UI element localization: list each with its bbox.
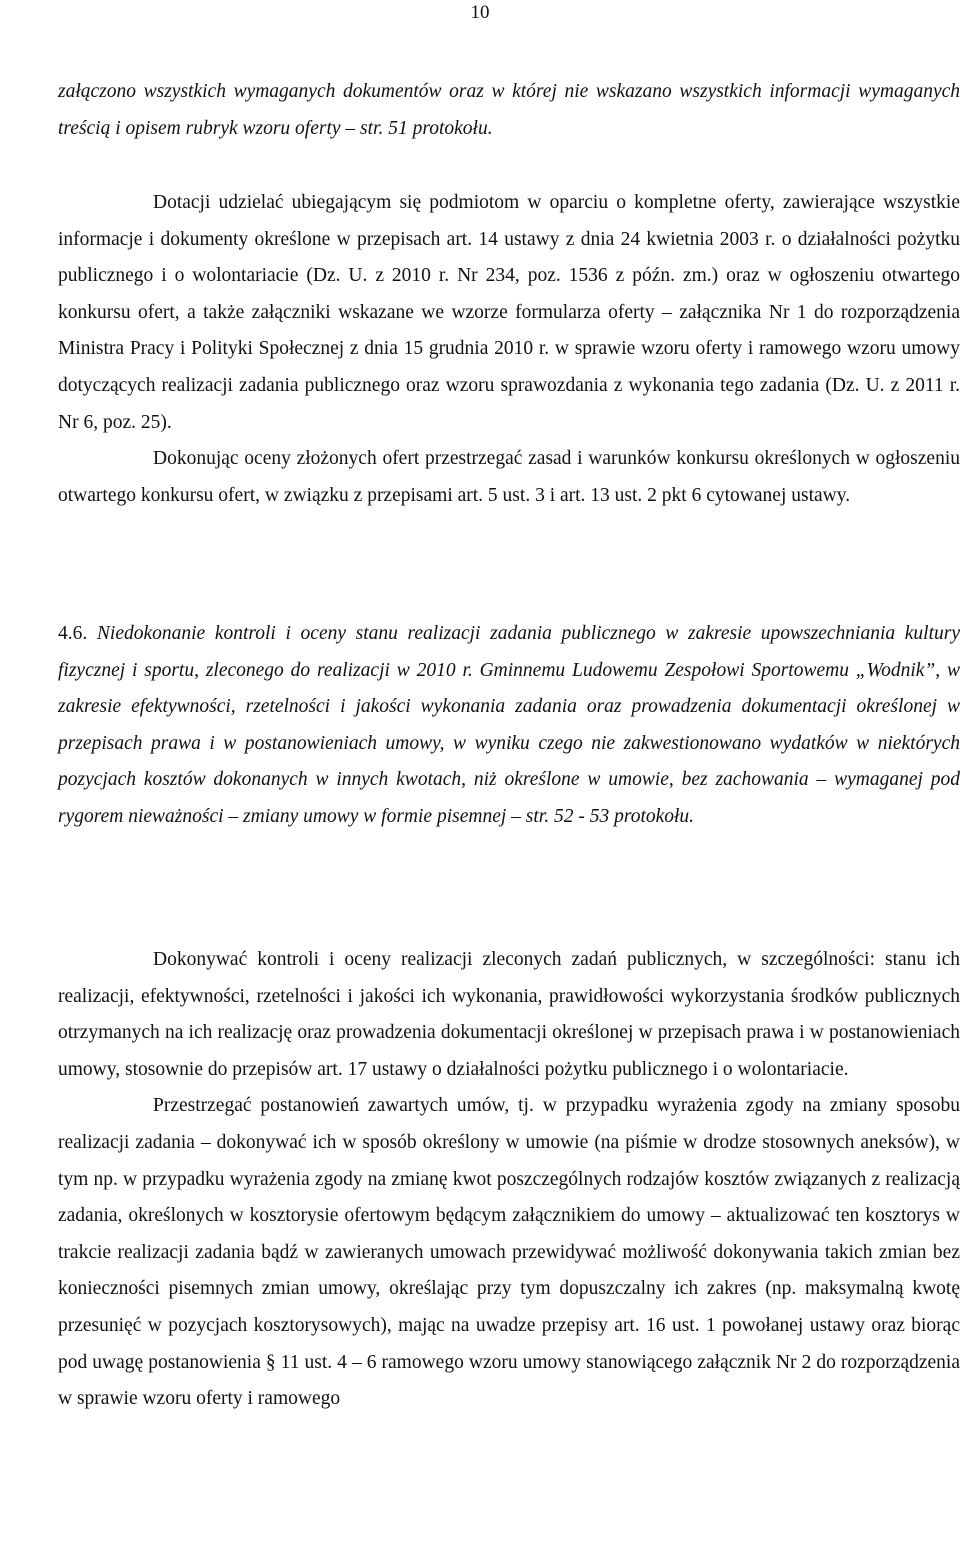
recommendation-paragraph-1: Dotacji udzielać ubiegającym się podmiotom w oparciu o kompletne oferty, zawierające wszystkie informacje i dokumenty określone w przepisach art. 14 ustawy z dnia 24 kwietnia 2003 r. o działalności pożytku publicznego i o wolontariacie (Dz. U. z 2010 r. Nr 234, poz. 1536 z późn. zm.) oraz w ogłoszeniu otwartego konkursu ofert, a także załączniki wskazane we wzorze formularza oferty – załącznika Nr 1 do rozporządzenia Ministra Pracy i Polityki Społecznej z dnia 15 grudnia 2010 r. w sprawie wzoru oferty i ramowego wzoru umowy dotyczących realizacji zadania publicznego oraz wzoru sprawozdania z wykonania tego zadania (Dz. U. z 2011 r. Nr 6, poz. 25). [58, 192, 960, 433]
recommendation-paragraph-2: Dokonując oceny złożonych ofert przestrzegać zasad i warunków konkursu określonych w ogłoszeniu otwartego konkursu ofert, w związku z przepisami art. 5 ust. 3 i art. 13 ust. 2 pkt 6 cytowanej ustawy. [58, 448, 960, 506]
intro-text: załączono wszystkich wymaganych dokumentów oraz w której nie wskazano wszystkich informacji wymaganych treścią i opisem rubryk wzoru oferty – str. 51 protokołu. [58, 81, 960, 139]
page-number: 10 [470, 2, 490, 23]
section-number: 4.6. [58, 623, 88, 644]
section-text: Niedokonanie kontroli i oceny stanu realizacji zadania publicznego w zakresie upowszechniania kultury fizycznej i sportu, zleconego do realizacji w 2010 r. Gminnemu Ludowemu Zespołowi Sportowemu „Wodnik”, w zakresie efektywności, rzetelności i jakości wykonania zadania oraz prowadzenia dokumentacji określonej w przepisach prawa i w postanowieniach umowy, w wyniku czego nie zakwestionowano wydatków w niektórych pozycjach kosztów dokonanych w innych kwotach, niż określone w umowie, bez zachowania – wymaganej pod rygorem nieważności – zmiany umowy w formie pisemnej – str. 52 - 53 protokołu. [58, 623, 960, 827]
recommendation-paragraph-3: Dokonywać kontroli i oceny realizacji zleconych zadań publicznych, w szczególności: stanu ich realizacji, efektywności, rzetelności i jakości ich wykonania, prawidłowości wykorzystania środków publicznych otrzymanych na ich realizację oraz prowadzenia dokumentacji określonej w przepisach prawa i w postanowieniach umowy, stosownie do przepisów art. 17 ustawy o działalności pożytku publicznego i o wolontariacie. [58, 949, 960, 1080]
section-4-6 [58, 616, 960, 836]
recommendation-paragraph-4: Przestrzegać postanowień zawartych umów, tj. w przypadku wyrażenia zgody na zmiany sposobu realizacji zadania – dokonywać ich w sposób określony w umowie (na piśmie w drodze stosownych aneksów), w tym np. w przypadku wyrażenia zgody na zmianę kwot poszczególnych rodzajów kosztów związanych z realizacją zadania, określonych w kosztorysie ofertowym będącym załącznikiem do umowy – aktualizować ten kosztorys w trakcie realizacji zadania bądź w zawieranych umowach przewidywać możliwość dokonywania takich zmian bez konieczności pisemnych zmian umowy, określając przy tym dopuszczalny ich zakres (np. maksymalną kwotę przesunięć w pozycjach kosztorysowych), mając na uwadze przepisy art. 16 ust. 1 powołanej ustawy oraz biorąc pod uwagę postanowienia § 11 ust. 4 – 6 ramowego wzoru umowy stanowiącego załącznik Nr 2 do rozporządzenia w sprawie wzoru oferty i ramowego [58, 1095, 960, 1410]
intro-paragraph [58, 74, 960, 147]
recommendation-block-2 [58, 942, 960, 1418]
recommendation-block-1 [58, 185, 960, 514]
section-paragraph [58, 616, 960, 836]
